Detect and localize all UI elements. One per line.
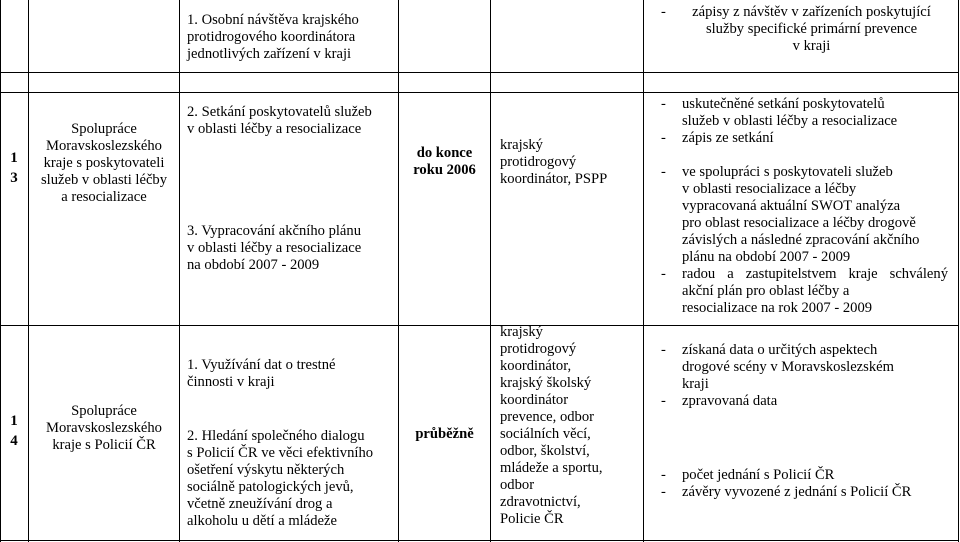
goal-line: a resocializace (61, 189, 147, 205)
responsible-line: koordinátor, (500, 358, 572, 374)
activity-line: v oblasti léčby a resocializace (187, 240, 362, 256)
activity-line: sociálně patologických jevů, (187, 479, 354, 495)
activity-line: 3. Vypracování akčního plánu (187, 223, 361, 239)
output-line: uskutečněné setkání poskytovatelů (682, 96, 885, 112)
responsible-line: protidrogový (500, 341, 577, 357)
output-item (661, 484, 911, 501)
activity-cell (187, 104, 372, 138)
bullet-dash: - (661, 96, 666, 112)
table-right-border (958, 0, 959, 542)
deadline-cell (400, 426, 489, 443)
activity-line: činnosti v kraji (187, 374, 275, 390)
bullet-dash: - (661, 467, 666, 483)
responsible-line: koordinátor (500, 392, 569, 408)
responsible-line: odbor (500, 477, 535, 493)
deadline-cell (400, 145, 489, 179)
output-line: počet jednání s Policií ČR (682, 467, 835, 483)
column-divider (398, 0, 399, 542)
activity-cell (187, 428, 373, 530)
responsible-line: sociálních věcí, (500, 426, 591, 442)
output-item (661, 164, 948, 266)
output-line: kraji (682, 376, 709, 392)
activity-line: 1. Využívání dat o trestné (187, 357, 336, 373)
output-line: resocializace na rok 2007 - 2009 (682, 300, 873, 316)
responsible-cell (500, 137, 607, 188)
deadline-line: roku 2006 (413, 162, 476, 178)
goal-line: Spolupráce (71, 403, 137, 419)
output-line: služby specifické primární prevence (705, 21, 918, 37)
activity-cell (187, 223, 361, 274)
bullet-dash: - (661, 484, 666, 500)
row-number: 1 4 (10, 413, 18, 449)
output-cell (661, 96, 897, 147)
output-line: získaná data o určitých aspektech (682, 342, 878, 358)
row-divider (0, 92, 959, 93)
column-divider (490, 0, 491, 542)
goal-line: Spolupráce (71, 121, 137, 137)
output-cell (661, 164, 948, 317)
output-line: akční plán pro oblast léčby a (682, 283, 850, 299)
activity-line: v oblasti léčby a resocializace (187, 121, 362, 137)
output-item (661, 342, 894, 393)
column-divider (643, 0, 644, 542)
activity-line: včetně zneužívání drog a (187, 496, 333, 512)
goal-line: kraje s poskytovateli (43, 155, 165, 171)
output-line: služeb v oblasti léčby a resocializace (682, 113, 898, 129)
output-line: pro oblast resocializace a léčby drogově (682, 215, 916, 231)
row-divider (0, 325, 959, 326)
output-line: závislých a následné zpracování akčního (682, 232, 920, 248)
output-cell (661, 4, 941, 55)
activity-line: s Policií ČR ve věci efektivního (187, 445, 374, 461)
row-number: 1 3 (10, 150, 18, 186)
output-item (661, 130, 897, 147)
row-divider (0, 540, 959, 541)
responsible-line: krajský (500, 324, 543, 340)
bullet-dash: - (661, 342, 666, 358)
responsible-line: odbor, školství, (500, 443, 590, 459)
goal-line: Moravskoslezského (46, 420, 162, 436)
output-item (661, 467, 911, 484)
bullet-dash: - (661, 130, 666, 146)
output-line: zápisy z návštěv v zařízeních poskytující (692, 4, 931, 20)
responsible-line: krajský (500, 137, 543, 153)
goal-line: kraje s Policií ČR (52, 437, 156, 453)
goal-cell (30, 403, 178, 454)
activity-line: jednotlivých zařízení v kraji (187, 46, 352, 62)
table-left-border (0, 0, 1, 542)
output-line: radou a zastupitelstvem kraje schválený (682, 266, 948, 282)
activity-line: 1. Osobní návštěva krajského (187, 12, 359, 28)
activity-cell (187, 12, 359, 63)
output-line: zpravovaná data (682, 393, 778, 409)
responsible-line: mládeže a sportu, (500, 460, 603, 476)
activity-cell (187, 357, 335, 391)
column-divider (179, 0, 180, 542)
responsible-line: koordinátor, PSPP (500, 171, 608, 187)
deadline-line: průběžně (415, 426, 474, 442)
responsible-line: zdravotnictví, (500, 494, 581, 510)
output-line: v oblasti resocializace a léčby (682, 181, 857, 197)
deadline-line: do konce (416, 145, 473, 161)
responsible-line: protidrogový (500, 154, 577, 170)
output-item (661, 393, 894, 410)
output-line: v kraji (792, 38, 831, 54)
row-divider (0, 72, 959, 73)
output-line: drogové scény v Moravskoslezském (682, 359, 894, 375)
output-line: zápis ze setkání (682, 130, 774, 146)
responsible-line: prevence, odbor (500, 409, 595, 425)
responsible-cell (500, 324, 603, 528)
goal-line: Moravskoslezského (46, 138, 162, 154)
output-line: vypracovaná aktuální SWOT analýza (682, 198, 901, 214)
goal-cell (30, 121, 178, 206)
column-divider (28, 0, 29, 542)
output-item (661, 266, 948, 317)
activity-line: alkoholu u dětí a mládeže (187, 513, 337, 529)
activity-line: na období 2007 - 2009 (187, 257, 320, 273)
responsible-line: Policie ČR (500, 511, 564, 527)
output-line: ve spolupráci s poskytovateli služeb (682, 164, 893, 180)
output-cell (661, 342, 894, 410)
output-line: závěry vyvozené z jednání s Policií ČR (682, 484, 912, 500)
output-item (661, 96, 897, 130)
bullet-dash: - (661, 393, 666, 409)
output-item (661, 4, 941, 55)
bullet-dash: - (661, 266, 666, 282)
bullet-dash: - (661, 4, 666, 20)
activity-line: 2. Hledání společného dialogu (187, 428, 365, 444)
goal-line: služeb v oblasti léčby (40, 172, 168, 188)
responsible-line: krajský školský (500, 375, 592, 391)
bullet-dash: - (661, 164, 666, 180)
activity-line: 2. Setkání poskytovatelů služeb (187, 104, 372, 120)
activity-line: ošetření výskytu některých (187, 462, 345, 478)
output-line: plánu na období 2007 - 2009 (682, 249, 851, 265)
output-cell (661, 467, 911, 501)
activity-line: protidrogového koordinátora (187, 29, 356, 45)
